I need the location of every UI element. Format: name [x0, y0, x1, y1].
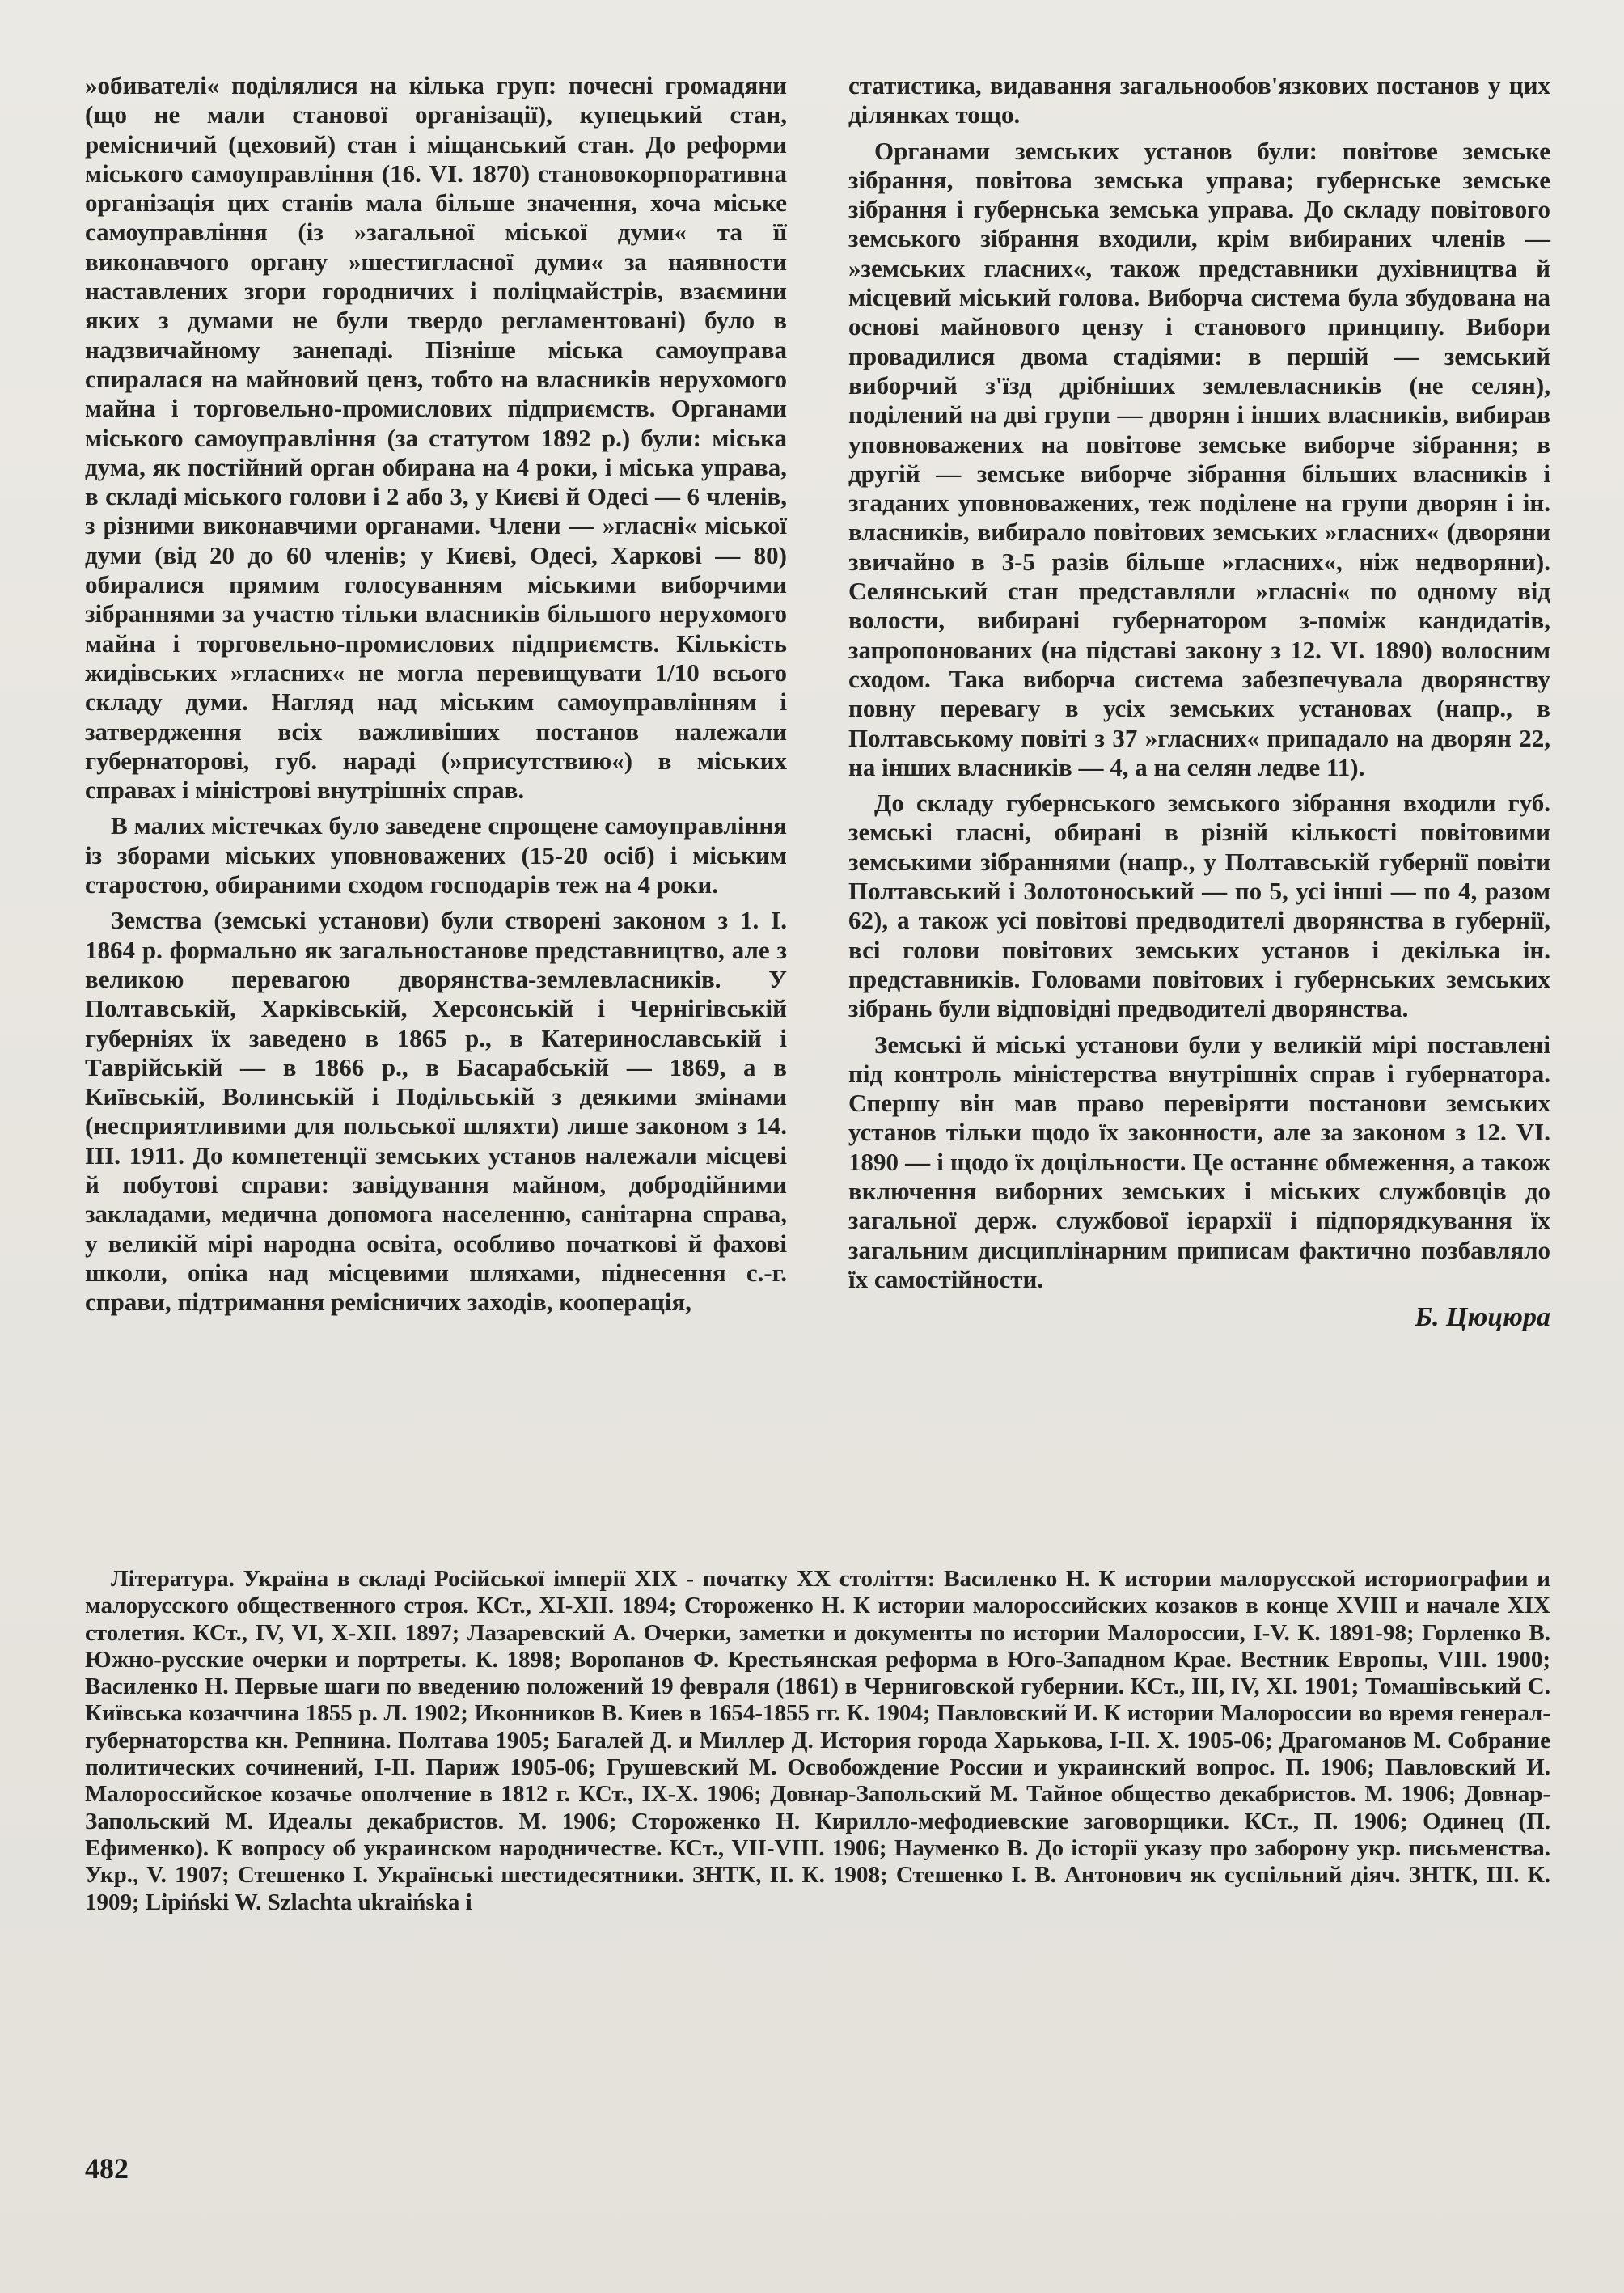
right-paragraph-4: Земські й міські установи були у великій мірі поставлені під контроль міністерства внутрішніх справ і губернатора. Спершу він мав право перевіряти постанови земських установ тільки щодо їх законности, але за законом з 12. VI. 1890 — і щодо їх доцільности. Це останнє обмеження, а також включення виборних земських і міських службовців до загальної держ. службової ієрархії і підпорядкування їх загальним дисциплінарним приписам фактично позбавляло їх самостійности. — [848, 1030, 1550, 1293]
right-paragraph-2: Органами земських установ були: повітове земське зібрання, повітова земська управа; губернське земське зібрання і губернська земська управа. До складу повітового земського зібрання входили, крім вибираних членів — »земських гласних«, також представники духівництва й місцевий міський голова. Виборча система була збудована на основі майнового цензу і станового принципу. Вибори провадилися двома стадіями: в першій — земський виборчий з'їзд дрібніших землевласників (не селян), поділений на дві групи — дворян і інших власників, вибирав уповноважених на повітове земське виборче зібрання; в другій — земське виборче зібрання більших власників і згаданих уповноважених, теж поділене на групи дворян і ін. власників, вибирало повітових земських »гласних« (дворяни звичайно в 3-5 разів більше »гласних«, ніж недворяни). Селянський стан представляли »гласні« по одному від волости, вибирані губернатором з-поміж кандидатів, запропонованих (на підставі закону з 12. VI. 1890) волосним сходом. Така виборча система забезпечувала дворянству повну перевагу в усіх земських установах (напр., в Полтавському повіті з 37 »гласних« припадало на дворян 22, на інших власників — 4, а на селян ледве 11). — [848, 136, 1550, 781]
literature-text: Література. Україна в складі Російської імперії XIX - початку XX століття: Василенко Н. К истории малорусской историографии и малорусского общественного строя. КСт., XI-XII. 1894; Стороженко Н. К истории малороссийских козаков в конце XVIII и начале XIX столетия. КСт., IV, VI, X-XII. 1897; Лазаревский А. Очерки, заметки и документы по истории Малороссии, I-V. К. 1891-98; Горленко В. Южно-русские очерки и портреты. К. 1898; Воропанов Ф. Крестьянская реформа в Юго-Западном Крае. Вестник Европы, VIII. 1900; Василенко Н. Первые шаги по введению положений 19 февраля (1861) в Черниговской губернии. КСт., III, IV, XI. 1901; Томашівський С. Київська козаччина 1855 р. Л. 1902; Иконников В. Киев в 1654-1855 гг. К. 1904; Павловский И. К истории Малороссии во время генерал-губернаторства кн. Репнина. Полтава 1905; Багалей Д. и Миллер Д. История города Харькова, I-II. Х. 1905-06; Драгоманов М. Собрание политических сочинений, I-II. Париж 1905-06; Грушевский М. Освобождение России и украинский вопрос. П. 1906; Павловский И. Малороссийское козачье ополчение в 1812 г. КСт., IX-X. 1906; Довнар-Запольский М. Тайное общество декабристов. М. 1906; Довнар-Запольский М. Идеалы декабристов. М. 1906; Стороженко Н. Кирилло-мефодиевские заговорщики. КСт., П. 1906; Одинец (П. Ефименко). К вопросу об украинском народничестве. КСт., VII-VIII. 1906; Науменко В. До історії указу про заборону укр. письменства. Укр., V. 1907; Стешенко І. Українські шестидесятники. ЗНТК, II. К. 1908; Стешенко І. В. Антонович як суспільний діяч. ЗНТК, III. К. 1909; Lipiński W. Szlachta ukraińska i — [85, 1566, 1550, 1915]
left-paragraph-3: Земства (земські установи) були створені законом з 1. I. 1864 р. формально як загальностанове представництво, але з великою перевагою дворянства-землевласників. У Полтавській, Харківській, Херсонській і Чернігівській губерніях їх заведено в 1865 р., в Катеринославській і Таврійській — в 1866 р., в Басарабській — 1869, а в Київській, Волинській і Подільській з деякими змінами (несприятливими для польської шляхти) лише законом з 14. III. 1911. До компетенції земських установ належали місцеві й побутові справи: завідування майном, добродійними закладами, медична допомога населенню, санітарна справа, у великій мірі народна освіта, особливо початкові й фахові школи, опіка над місцевими шляхами, піднесення с.-г. справи, підтримання ремісничих заходів, кооперація, — [85, 906, 787, 1317]
text-columns — [85, 71, 1550, 1567]
left-paragraph-2: В малих містечках було заведене спрощене самоуправління із зборами міських уповноважених (15-20 осіб) і міським старостою, обираними сходом господарів теж на 4 роки. — [85, 811, 787, 899]
right-paragraph-1: статистика, видавання загальнообов'язкових постанов у цих ділянках тощо. — [848, 71, 1550, 129]
literature-section — [85, 1566, 1550, 1916]
left-paragraph-1: »обивателі« поділялися на кілька груп: почесні громадяни (що не мали станової організації), купецький стан, ремісничий (цеховий) стан і міщанський стан. До реформи міського самоуправління (16. VI. 1870) становокорпоративна організація цих станів мала більше значення, хоча міське самоуправління (із »загальної міської думи« та її виконавчого органу »шестигласної думи« за наявности наставлених згори городничих і поліцмайстрів, взаємини яких з думами не були твердо регламентовані) було в надзвичайному занепаді. Пізніше міська самоуправа спиралася на майновий ценз, тобто на власників нерухомого майна і торговельно-промислових підприємств. Органами міського самоуправління (за статутом 1892 р.) були: міська дума, як постійний орган обирана на 4 роки, і міська управа, в складі міського голови і 2 або 3, у Києві й Одесі — 6 членів, з різними виконавчими органами. Члени — »гласні« міської думи (від 20 до 60 членів; у Києві, Одесі, Харкові — 80) обиралися прямим голосуванням міськими виборчими зібраннями за участю тільки власників більшого нерухомого майна і торговельно-промислових підприємств. Кількість жидівських »гласних« не могла перевищувати 1/10 всього складу думи. Нагляд над міським самоуправлінням і затвердження всіх важливіших постанов належали губернаторові, губ. нараді (»присутствию«) в міських справах і міністрові внутрішніх справ. — [85, 71, 787, 805]
page-number: 482 — [85, 2152, 129, 2185]
left-column — [85, 71, 787, 1567]
right-column — [848, 71, 1550, 1567]
author-signature: Б. Цюцюра — [1415, 1302, 1550, 1333]
right-paragraph-3: До складу губернського земського зібрання входили губ. земські гласні, обирані в різній кількості повітовими земськими зібраннями (напр., у Полтавській губернії повіти Полтавський і Золотоноський — по 5, усі інші — по 4, разом 62), а також усі повітові предводителі дворянства в губернії, всі голови повітових земських установ і декілька ін. представників. Головами повітових і губернських земських зібрань були відповідні предводителі дворянства. — [848, 789, 1550, 1023]
